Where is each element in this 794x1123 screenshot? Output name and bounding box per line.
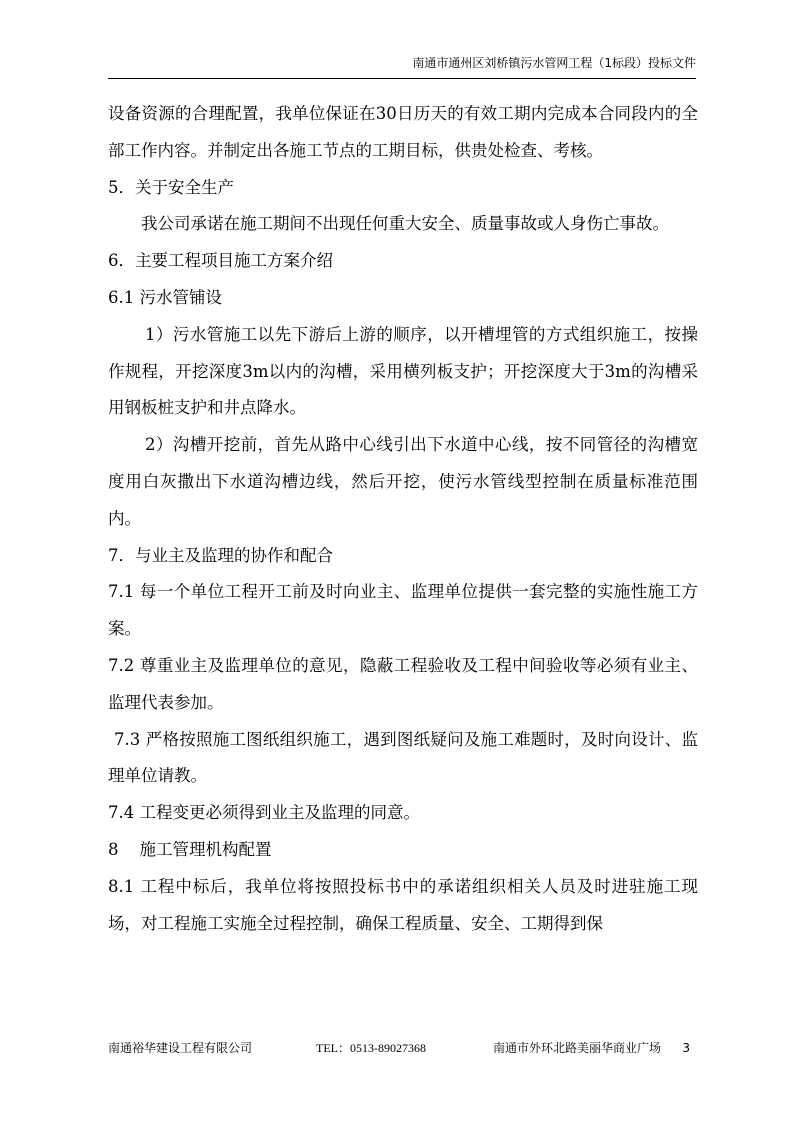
- paragraph-sewer-step-2: 2）沟槽开挖前，首先从路中心线引出下水道中心线，按不同管径的沟槽宽度用白灰撒出下水道沟槽边线，然后开挖，使污水管线型控制在质量标准范围内。: [108, 435, 698, 528]
- heading-cooperation: 7．与业主及监理的协作和配合: [108, 545, 333, 565]
- heading-sewer-laying: 6.1 污水管铺设: [108, 287, 222, 307]
- paragraph-cooperation-7-3: 7.3 严格按照施工图纸组织施工，遇到图纸疑问及施工难题时，及时向设计、监理单位请教。: [108, 729, 698, 786]
- footer-address: 南通市外环北路美丽华商业广场: [493, 1041, 662, 1055]
- paragraph-sewer-step-1: 1）污水管施工以先下游后上游的顺序，以开槽埋管的方式组织施工，按操作规程，开挖深度3m以内的沟槽，采用横列板支护；开挖深度大于3m的沟槽采用钢板桩支护和井点降水。: [108, 324, 698, 418]
- footer-telephone: TEL：0513-89027368: [316, 1041, 426, 1055]
- paragraph-cooperation-7-2: 7.2 尊重业主及监理单位的意见，隐蔽工程验收及工程中间验收等必须有业主、监理代表参加。: [108, 655, 698, 712]
- page-number: 3: [682, 1041, 690, 1055]
- paragraph-schedule-continued: 设备资源的合理配置，我单位保证在30日历天的有效工期内完成本合同段内的全部工作内容。并制定出各施工节点的工期目标，供贵处检查、考核。: [108, 104, 698, 160]
- header-title: 南通市通州区刘桥镇污水管网工程（1标段）投标文件: [412, 56, 696, 70]
- page-header: [108, 55, 696, 71]
- heading-management-org: 8 施工管理机构配置: [108, 839, 272, 859]
- heading-safety: 5．关于安全生产: [108, 177, 234, 197]
- paragraph-cooperation-7-4: 7.4 工程变更必须得到业主及监理的同意。: [108, 803, 420, 823]
- document-body: [108, 96, 698, 942]
- heading-construction-plan: 6．主要工程项目施工方案介绍: [108, 251, 333, 271]
- paragraph-safety: 我公司承诺在施工期间不出现任何重大安全、质量事故或人身伤亡事故。: [141, 214, 669, 234]
- footer-company: 南通裕华建设工程有限公司: [108, 1041, 253, 1055]
- paragraph-cooperation-7-1: 7.1 每一个单位工程开工前及时向业主、监理单位提供一套完整的实施性施工方案。: [108, 582, 698, 639]
- header-divider: [108, 78, 696, 79]
- paragraph-management-8-1: 8.1 工程中标后，我单位将按照投标书中的承诺组织相关人员及时进驻施工现场，对工程施工实施全过程控制，确保工程质量、安全、工期得到保: [108, 876, 698, 933]
